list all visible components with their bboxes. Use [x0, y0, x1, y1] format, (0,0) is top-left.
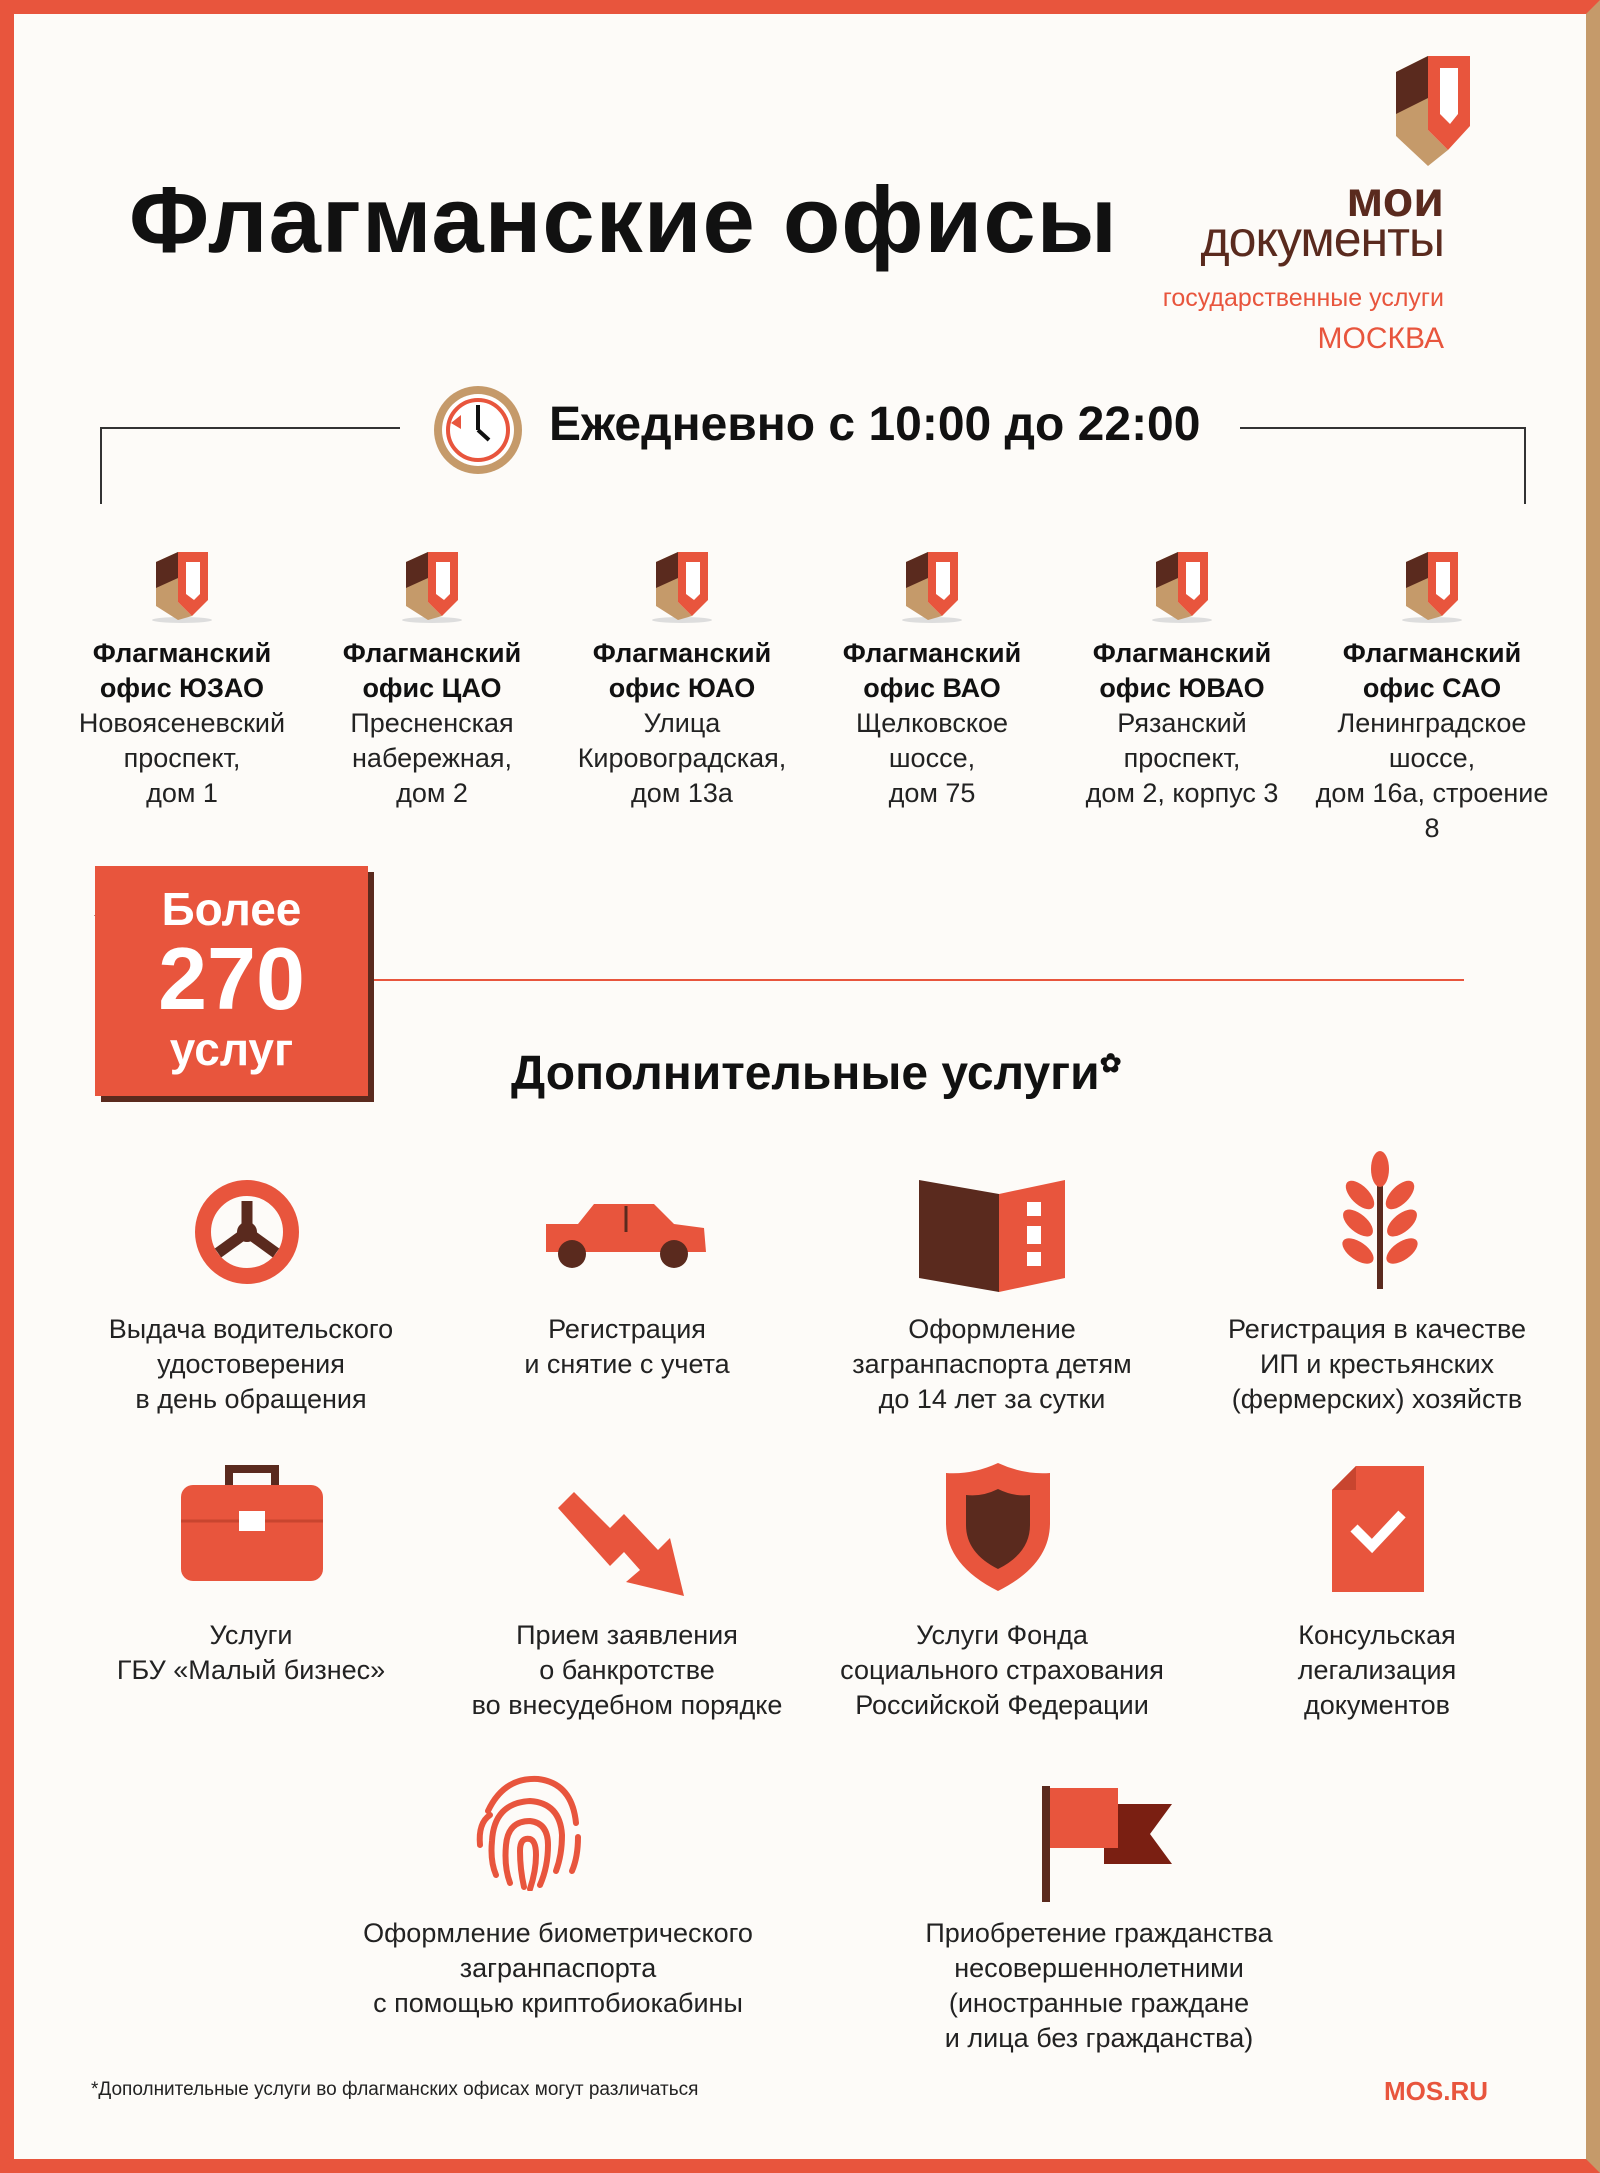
service-text: до 14 лет за сутки — [878, 1384, 1106, 1414]
service-item — [437, 1618, 817, 1723]
service-text: Выдача водительского — [108, 1314, 394, 1344]
down-trend-arrow-icon — [558, 1492, 688, 1596]
office-address: шоссе, — [888, 743, 976, 773]
office-title: Флагманский — [342, 638, 522, 668]
checked-document-icon — [1332, 1466, 1424, 1592]
office-logo-icon — [892, 544, 972, 624]
logo-text-moi: мои — [1346, 171, 1444, 227]
service-text: и лица без гражданства) — [944, 2023, 1254, 2053]
office-address: дом 13а — [631, 778, 733, 808]
office-title: Флагманский — [842, 638, 1022, 668]
service-text: Регистрация — [548, 1314, 706, 1344]
office-logo-icon — [392, 544, 472, 624]
office-address: проспект, — [123, 743, 241, 773]
service-text: (фермерских) хозяйств — [1231, 1384, 1523, 1414]
service-text: Российской Федерации — [855, 1690, 1149, 1720]
service-item — [1187, 1312, 1567, 1417]
office-title: Флагманский — [592, 638, 772, 668]
badge-top-text: Более — [161, 883, 302, 935]
office-address: Улица — [643, 708, 721, 738]
service-text: социального страхования — [840, 1655, 1164, 1685]
service-text: с помощью криптобиокабины — [373, 1988, 743, 2018]
shield-icon — [944, 1461, 1052, 1593]
office-card — [1307, 636, 1557, 846]
office-logo-icon — [1142, 544, 1222, 624]
service-text: ИП и крестьянских — [1259, 1349, 1495, 1379]
office-address: дом 75 — [888, 778, 976, 808]
office-address: дом 2 — [396, 778, 468, 808]
service-text: во внесудебном порядке — [471, 1690, 783, 1720]
office-card — [1057, 636, 1307, 811]
service-text: несовершеннолетними — [954, 1953, 1244, 1983]
office-address: дом 2, корпус 3 — [1085, 778, 1279, 808]
logo-city: МОСКВА — [1317, 322, 1444, 355]
service-text: и снятие с учета — [524, 1349, 730, 1379]
service-text: Услуги — [209, 1620, 293, 1650]
office-address: дом 16а, строение 8 — [1315, 778, 1549, 843]
office-address: Новоясеневский — [78, 708, 286, 738]
service-item — [61, 1312, 441, 1417]
service-text: Услуги Фонда — [916, 1620, 1088, 1650]
service-item — [61, 1618, 441, 1688]
badge-number: 270 — [158, 929, 305, 1028]
office-district: офис ЦАО — [362, 673, 502, 703]
service-item — [812, 1618, 1192, 1723]
schedule-text: Ежедневно с 10:00 до 22:00 — [549, 398, 1201, 451]
badge-bottom-text: услуг — [169, 1023, 294, 1075]
fingerprint-icon — [474, 1771, 582, 1891]
office-district: офис ЮАО — [608, 673, 756, 703]
office-address: Рязанский — [1117, 708, 1247, 738]
office-address: набережная, — [352, 743, 512, 773]
office-logo-icon — [1392, 544, 1472, 624]
extra-services-title-text: Дополнительные услуги — [511, 1047, 1100, 1100]
office-logo-icon — [642, 544, 722, 624]
services-count-badge — [95, 866, 368, 1096]
office-card — [57, 636, 307, 811]
service-text: Оформление — [908, 1314, 1076, 1344]
footnote-mark: ✿ — [1099, 1048, 1122, 1078]
passport-icon — [919, 1180, 1065, 1292]
service-text: Регистрация в качестве — [1227, 1314, 1526, 1344]
office-district: офис САО — [1362, 673, 1502, 703]
service-text: Оформление биометрического — [363, 1918, 753, 1948]
service-text: в день обращения — [135, 1384, 367, 1414]
office-card — [807, 636, 1057, 811]
extra-services-title — [511, 1046, 1121, 1101]
office-address: Кировоградская, — [577, 743, 787, 773]
office-district: офис ВАО — [863, 673, 1001, 703]
service-text: документов — [1304, 1690, 1450, 1720]
footnote: *Дополнительные услуги во флагманских офисах могут различаться — [91, 2079, 699, 2100]
logo-subtitle: государственные услуги — [1162, 284, 1444, 312]
service-text: загранпаспорта детям — [852, 1349, 1132, 1379]
briefcase-icon — [179, 1461, 325, 1583]
service-item — [437, 1312, 817, 1382]
service-item — [353, 1916, 763, 2021]
service-text: Прием заявления — [516, 1620, 738, 1650]
wheat-icon — [1332, 1151, 1428, 1291]
service-text: легализация — [1297, 1655, 1457, 1685]
clock-icon — [431, 383, 525, 477]
site-link[interactable]: MOS.RU — [1384, 2076, 1488, 2106]
logo-text-documents: документы — [1200, 211, 1444, 267]
service-text: загранпаспорта — [459, 1953, 657, 1983]
office-district: офис ЮЗАО — [99, 673, 265, 703]
office-address: проспект, — [1123, 743, 1241, 773]
office-address: дом 1 — [146, 778, 218, 808]
page-title: Флагманские офисы — [129, 167, 1118, 272]
service-text: удостоверения — [157, 1349, 345, 1379]
office-address: шоссе, — [1388, 743, 1476, 773]
badge-divider-line — [374, 979, 1464, 981]
office-card — [307, 636, 557, 811]
office-title: Флагманский — [92, 638, 272, 668]
service-item — [1187, 1618, 1567, 1723]
service-item — [802, 1312, 1182, 1417]
flag-icon — [1038, 1786, 1174, 1902]
service-item — [894, 1916, 1304, 2056]
service-text: ГБУ «Малый бизнес» — [116, 1655, 386, 1685]
moi-dokumenty-logo-icon — [1392, 52, 1474, 170]
office-address: Ленинградское — [1337, 708, 1527, 738]
service-text: о банкротстве — [539, 1655, 715, 1685]
office-title: Флагманский — [1092, 638, 1272, 668]
office-address: Пресненская — [350, 708, 514, 738]
service-text: Консульская — [1298, 1620, 1456, 1650]
office-card — [557, 636, 807, 811]
car-icon — [542, 1202, 710, 1272]
office-district: офис ЮВАО — [1099, 673, 1265, 703]
service-text: (иностранные граждане — [948, 1988, 1250, 2018]
office-title: Флагманский — [1342, 638, 1522, 668]
office-logo-icon — [142, 544, 222, 624]
steering-wheel-icon — [194, 1179, 300, 1285]
service-text: Приобретение гражданства — [925, 1918, 1273, 1948]
office-address: Щелковское — [855, 708, 1008, 738]
